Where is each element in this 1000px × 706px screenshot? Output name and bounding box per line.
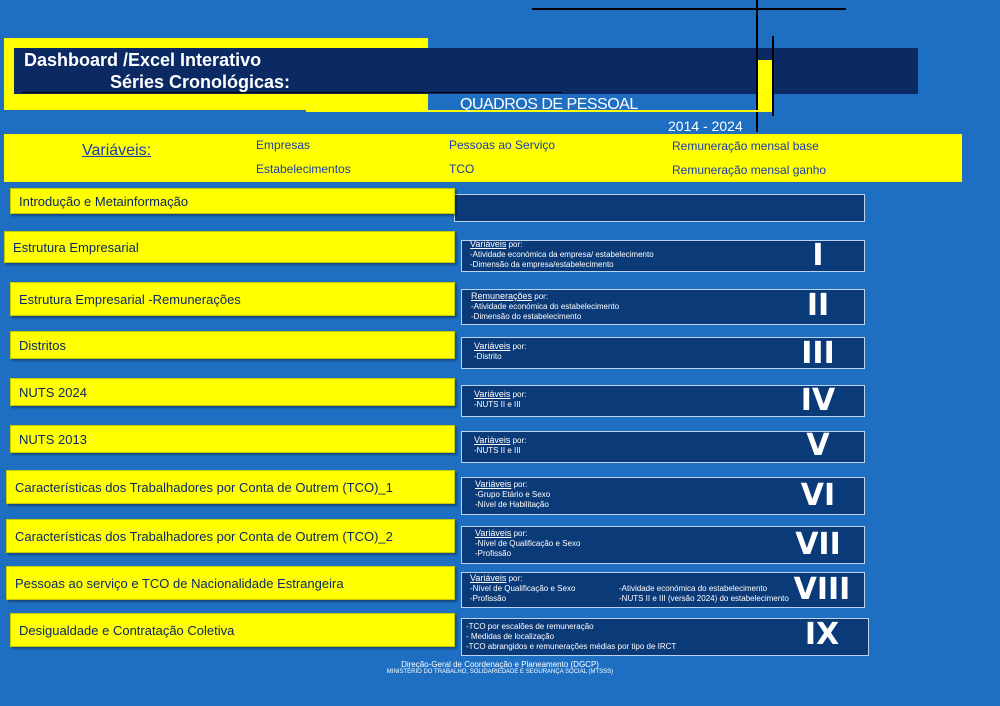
footer <box>0 660 1000 675</box>
desc-heading: Variáveis <box>475 528 512 538</box>
desc-text-vii: Variáveis por: -Nível de Qualificação e Sexo -Profissão <box>475 528 581 558</box>
nav-button-nuts-2024[interactable] <box>10 378 455 406</box>
nav-button-nuts-2013[interactable] <box>10 425 455 453</box>
desc-line: -Distrito <box>474 352 502 361</box>
nav-button-estrutura-empresarial[interactable] <box>4 231 455 263</box>
desc-line: -Nível de Habilitação <box>475 500 549 509</box>
nav-button-estrutura-remuneracoes[interactable] <box>10 282 455 316</box>
roman-numeral-viii: VIII <box>793 572 851 607</box>
nav-button-label: Distritos <box>19 337 66 353</box>
desc-heading: Variáveis <box>475 479 512 489</box>
header-line-vertical-2 <box>772 36 774 116</box>
desc-line: -NUTS II e III (versão 2024) do estabelecimento <box>619 594 789 603</box>
section-title: QUADROS DE PESSOAL <box>460 96 638 113</box>
desc-line: -Profissão <box>470 594 507 603</box>
year-range: 2014 - 2024 <box>668 118 743 134</box>
nav-button-label: Estrutura Empresarial <box>13 239 139 255</box>
header-line-top <box>532 8 846 10</box>
nav-button-tco-2[interactable] <box>6 519 455 553</box>
nav-button-label: Características dos Trabalhadores por Conta de Outrem (TCO)_1 <box>15 479 393 495</box>
roman-numeral-v: V <box>806 428 830 463</box>
nav-button-desigualdade[interactable] <box>10 613 455 647</box>
roman-numeral-vi: VI <box>800 478 836 513</box>
header-subtitle: Séries Cronológicas: <box>110 72 291 92</box>
desc-line: -NUTS II e III <box>474 400 521 409</box>
desc-line: -Atividade económica da empresa/ estabelecimento <box>470 250 654 259</box>
nav-button-nacionalidade-estrangeira[interactable] <box>6 566 455 600</box>
footer-ministry: MINISTÉRIO DO TRABALHO, SOLIDARIEDADE E SEGURANÇA SOCIAL (MTSSS) <box>386 669 614 675</box>
nav-button-label: Características dos Trabalhadores por Conta de Outrem (TCO)_2 <box>15 528 393 544</box>
nav-button-label: Estrutura Empresarial -Remunerações <box>19 291 241 307</box>
variable-tco: TCO <box>449 162 475 176</box>
desc-line: -Atividade económica do estabelecimento <box>619 584 768 593</box>
desc-line: -Atividade económica do estabelecimento <box>471 302 620 311</box>
roman-numeral-ix: IX <box>804 617 840 652</box>
desc-text-vi: Variáveis por: -Grupo Etário e Sexo -Nível de Habilitação <box>475 479 551 509</box>
intro-panel <box>454 194 865 222</box>
desc-line: -TCO abrangidos e remunerações médias por tipo de IRCT <box>466 642 677 651</box>
desc-text-i: Variáveis por: -Atividade económica da empresa/ estabelecimento -Dimensão da empresa/estabelecimento <box>470 239 654 269</box>
header-title: Dashboard /Excel Interativo <box>24 50 262 70</box>
variable-empresas: Empresas <box>256 138 311 152</box>
desc-heading: Variáveis <box>474 435 511 445</box>
roman-numeral-ii: II <box>806 288 830 323</box>
variable-remuneracao-base: Remuneração mensal base <box>672 139 819 153</box>
desc-heading: Variáveis <box>470 573 507 583</box>
roman-numeral-vii: VII <box>795 527 841 562</box>
footer-organization: Direção-Geral de Coordenação e Planeamento (DGCP) <box>401 660 599 669</box>
desc-line: -Profissão <box>475 549 512 558</box>
nav-button-label: Desigualdade e Contratação Coletiva <box>19 622 235 638</box>
desc-text-ii: Remunerações por: -Atividade económica do estabelecimento -Dimensão do estabelecimento <box>471 291 620 321</box>
desc-line: - Medidas de localização <box>466 632 555 641</box>
roman-numeral-iv: IV <box>800 383 836 418</box>
nav-button-label: Introdução e Metainformação <box>19 193 189 209</box>
header-line-mid <box>22 92 562 93</box>
desc-heading: Variáveis <box>474 389 511 399</box>
desc-line: -Dimensão do estabelecimento <box>471 312 582 321</box>
desc-heading: Remunerações <box>471 291 533 301</box>
desc-text-iv: Variáveis por: -NUTS II e III <box>474 389 527 409</box>
header-yellow-accent <box>758 60 772 112</box>
roman-numeral-i: I <box>812 238 824 273</box>
header-line-vertical <box>756 0 758 132</box>
variable-estabelecimentos: Estabelecimentos <box>256 162 351 176</box>
desc-text-ix <box>466 622 676 652</box>
nav-button-distritos[interactable] <box>10 331 455 359</box>
desc-heading: Variáveis <box>470 239 507 249</box>
desc-line: -NUTS II e III <box>474 446 521 455</box>
variable-remuneracao-ganho: Remuneração mensal ganho <box>672 163 827 177</box>
roman-numeral-iii: III <box>801 336 835 371</box>
nav-button-label: Pessoas ao serviço e TCO de Nacionalidade Estrangeira <box>15 575 344 591</box>
nav-button-tco-1[interactable] <box>6 470 455 504</box>
variables-label: Variáveis: <box>82 142 152 159</box>
nav-button-label: NUTS 2013 <box>19 431 87 447</box>
desc-line: -TCO por escalões de remuneração <box>466 622 594 631</box>
desc-text-viii-col2 <box>619 584 789 604</box>
nav-button-introducao[interactable] <box>10 188 455 214</box>
desc-line: -Grupo Etário e Sexo <box>475 490 551 499</box>
desc-text-iii: Variáveis por: -Distrito <box>474 341 527 361</box>
desc-line: -Nível de Qualificação e Sexo <box>475 539 581 548</box>
desc-text-v: Variáveis por: -NUTS II e III <box>474 435 527 455</box>
desc-heading: Variáveis <box>474 341 511 351</box>
desc-text-viii: Variáveis por: -Nível de Qualificação e Sexo -Profissão <box>470 573 576 603</box>
desc-line: -Dimensão da empresa/estabelecimento <box>470 260 614 269</box>
variable-pessoas: Pessoas ao Serviço <box>449 138 556 152</box>
desc-line: -Nível de Qualificação e Sexo <box>470 584 576 593</box>
nav-button-label: NUTS 2024 <box>19 384 87 400</box>
